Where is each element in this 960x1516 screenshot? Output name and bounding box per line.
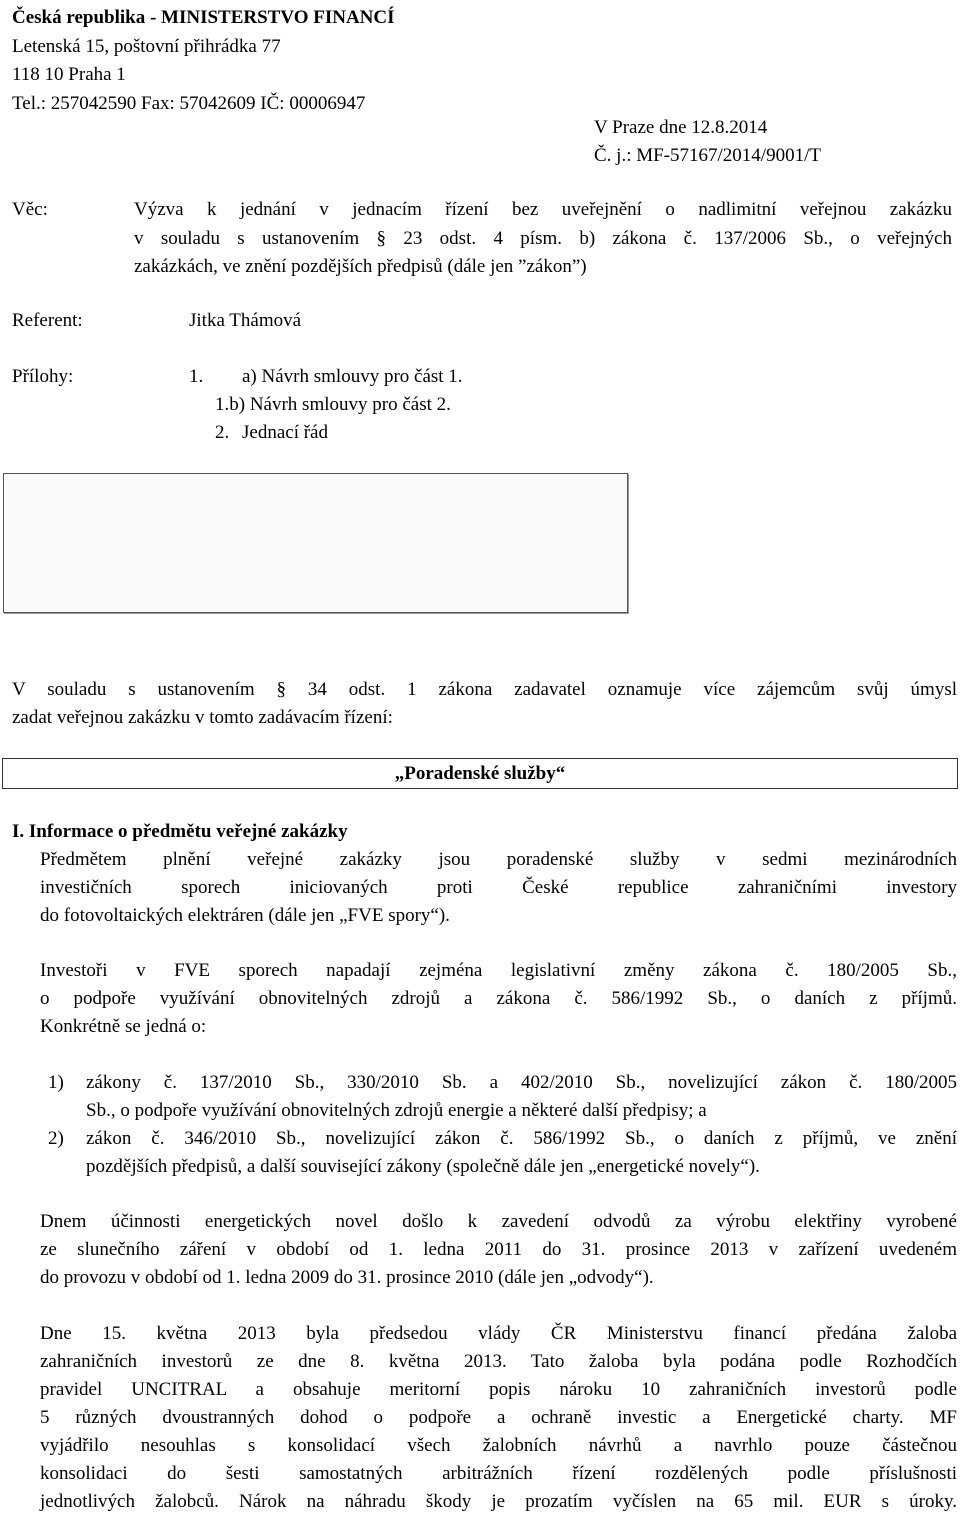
list-item-line: zákon č. 346/2010 Sb., novelizující zákon č. 586/1992 Sb., o daních z příjmů, ve znění <box>86 1128 957 1149</box>
attachment-item: a) Návrh smlouvy pro část 1. <box>242 366 463 387</box>
paragraph-line: investičních sporech iniciovaných proti České republice zahraničními investory <box>40 877 957 898</box>
paragraph-line: Předmětem plnění veřejné zakázky jsou poradenské služby v sedmi mezinárodních <box>40 849 957 870</box>
subject-line: Výzva k jednání v jednacím řízení bez uveřejnění o nadlimitní veřejnou zakázku <box>134 199 952 220</box>
paragraph-line: Konkrétně se jedná o: <box>40 1016 207 1037</box>
document-date: V Praze dne 12.8.2014 <box>594 117 768 138</box>
subject-line: zakázkách, ve znění pozdějších předpisů (dále jen ”zákon”) <box>134 256 587 277</box>
referent-label: Referent: <box>12 310 83 331</box>
sender-block <box>12 4 395 118</box>
subject-line: v souladu s ustanovením § 23 odst. 4 písm. b) zákona č. 137/2006 Sb., o veřejných <box>134 227 952 249</box>
list-item-line: zákony č. 137/2010 Sb., 330/2010 Sb. a 402/2010 Sb., novelizující zákon č. 180/2005 <box>86 1072 957 1093</box>
paragraph-line: Investoři v FVE sporech napadají zejména legislativní změny zákona č. 180/2005 Sb., <box>40 960 957 981</box>
list-item-line: pozdějších předpisů, a další související zákony (společně dále jen „energetické novely“). <box>86 1156 760 1177</box>
section-paragraph-4 <box>40 1320 957 1516</box>
sender-organization: Česká republika - MINISTERSTVO FINANCÍ <box>12 7 395 28</box>
section-paragraph-1 <box>40 846 957 930</box>
paragraph-line: pravidel UNCITRAL a obsahuje meritorní popis nároku 10 zahraničních investorů podle <box>40 1379 957 1400</box>
list-item <box>48 1125 957 1181</box>
intro-line: V souladu s ustanovením § 34 odst. 1 zákona zadavatel oznamuje více zájemcům svůj úmysl <box>12 679 957 700</box>
attachment-number: 1. <box>189 366 204 387</box>
paragraph-line: do provozu v období od 1. ledna 2009 do 31. prosince 2010 (dále jen „odvody“). <box>40 1267 654 1288</box>
date-reference-block <box>594 114 821 170</box>
paragraph-line: Dnem účinnosti energetických novel došlo k zavedení odvodů za výrobu elektřiny vyrobené <box>40 1211 957 1232</box>
document-reference-number: Č. j.: MF-57167/2014/9001/T <box>594 145 821 166</box>
paragraph-line: jednotlivých žalobců. Nárok na náhradu škody je prozatím vyčíslen na 65 mil. EUR s úroky. <box>40 1491 957 1512</box>
list-item-number: 2) <box>48 1128 64 1149</box>
paragraph-line: ze slunečního záření v období od 1. ledna 2011 do 31. prosince 2013 v zařízení uvedeném <box>40 1239 957 1260</box>
subject-text <box>134 196 952 282</box>
list-item-line: Sb., o podpoře využívání obnovitelných zdrojů energie a některé další předpisy; a <box>86 1100 707 1121</box>
paragraph-line: Dne 15. května 2013 byla předsedou vlády ČR Ministerstvu financí předána žaloba <box>40 1323 957 1344</box>
list-item <box>48 1069 957 1125</box>
sender-contacts: Tel.: 257042590 Fax: 57042609 IČ: 00006947 <box>12 92 366 114</box>
sender-address-line-1: Letenská 15, poštovní přihrádka 77 <box>12 35 281 57</box>
attachment-number: 2. <box>215 422 230 443</box>
paragraph-line: do fotovoltaických elektráren (dále jen „FVE spory“). <box>40 905 450 926</box>
paragraph-line: konsolidaci do šesti samostatných arbitrážních řízení rozdělených podle příslušnosti <box>40 1463 957 1484</box>
attachments-label: Přílohy: <box>12 366 74 387</box>
intro-line: zadat veřejnou zakázku v tomto zadávacím řízení: <box>12 707 393 728</box>
sender-address-line-2: 118 10 Praha 1 <box>12 64 126 85</box>
section-paragraph-2 <box>40 957 957 1041</box>
subject-label: Věc: <box>12 199 48 220</box>
paragraph-line: zahraničních investorů ze dne 8. května 2013. Tato žaloba byla podána podle Rozhodčích <box>40 1351 957 1372</box>
list-item-number: 1) <box>48 1072 64 1093</box>
paragraph-line: 5 různých dvoustranných dohod o podpoře a ochraně investic a Energetické charty. MF <box>40 1407 957 1428</box>
section-paragraph-3 <box>40 1208 957 1292</box>
contract-title: „Poradenské služby“ <box>2 758 958 789</box>
referent-name: Jitka Thámová <box>189 310 302 331</box>
recipient-address-box <box>3 473 628 613</box>
attachment-item: Jednací řád <box>242 422 328 443</box>
section-heading: I. Informace o předmětu veřejné zakázky <box>12 821 348 842</box>
attachment-item: 1.b) Návrh smlouvy pro část 2. <box>215 394 451 415</box>
paragraph-line: vyjádřilo nesouhlas s konsolidací všech žalobních návrhů a navrhlo pouze částečnou <box>40 1435 957 1456</box>
intro-paragraph <box>12 676 957 732</box>
paragraph-line: o podpoře využívání obnovitelných zdrojů a zákona č. 586/1992 Sb., o daních z příjmů. <box>40 988 957 1009</box>
